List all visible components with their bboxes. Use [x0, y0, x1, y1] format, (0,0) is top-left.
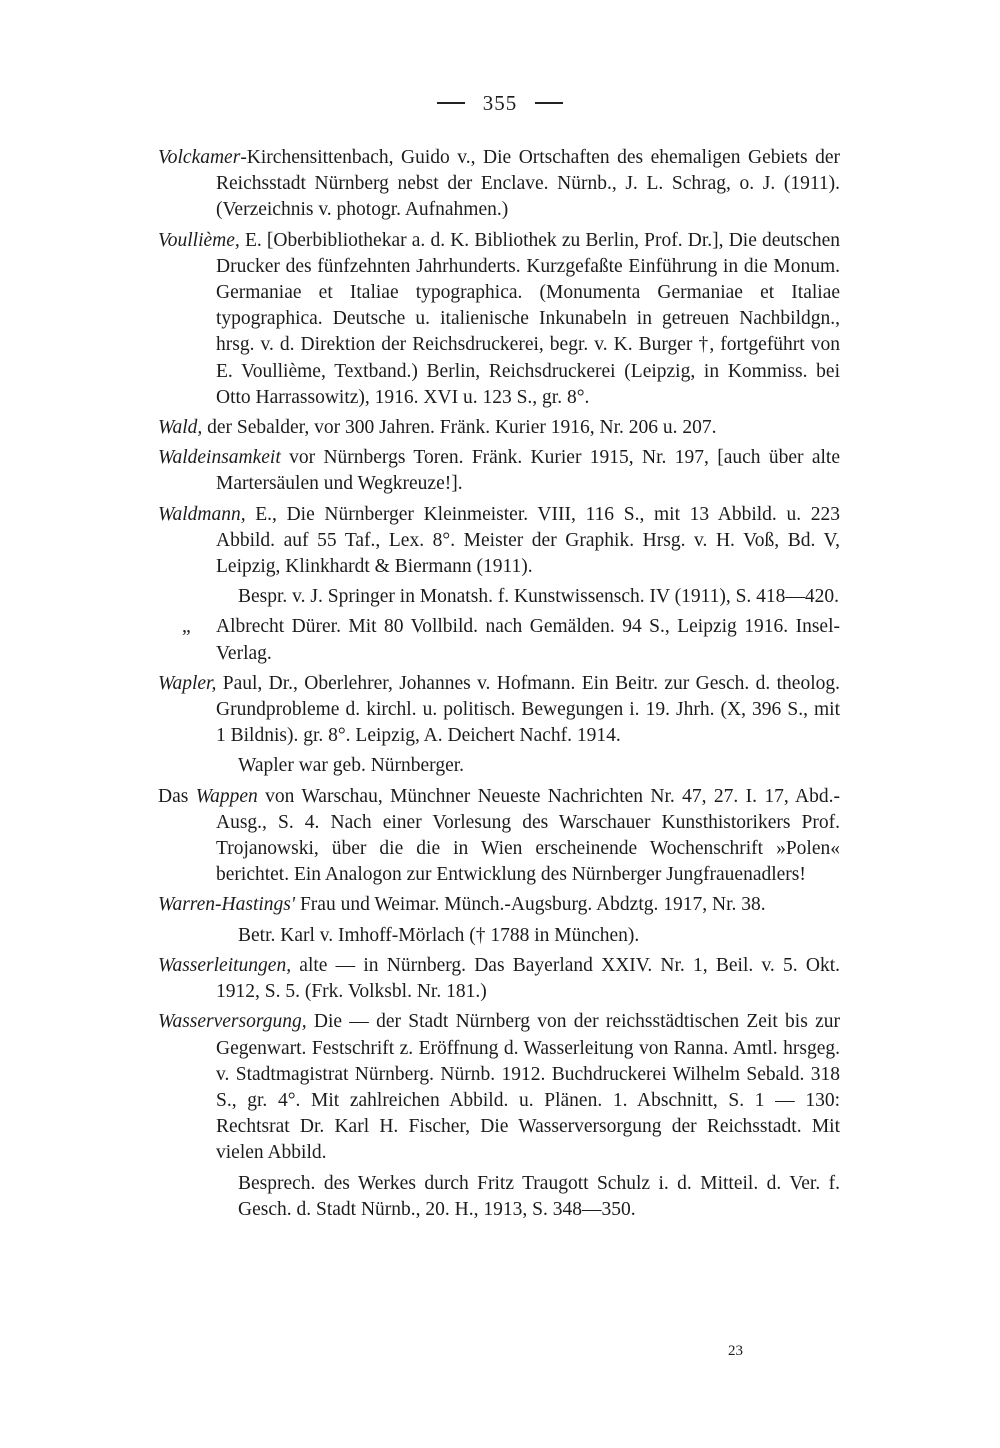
entry-text: der Sebalder, vor 300 Jahren. Fränk. Kurier 1916, Nr. 206 u. 207. — [202, 417, 717, 439]
page-header — [0, 88, 1000, 118]
entry-text: Albrecht Dürer. Mit 80 Vollbild. nach Gemälden. 94 S., Leipzig 1916. Insel-Verlag. — [216, 616, 840, 664]
entry-headword: Wasserleitungen, — [158, 954, 292, 976]
header-dash-left — [437, 102, 465, 104]
entry-note-waldmann: Bespr. v. J. Springer in Monatsh. f. Kunstwissensch. IV (1911), S. 418—420. — [238, 586, 840, 608]
entry-waldeinsamkeit — [158, 445, 840, 497]
entry-text: Paul, Dr., Oberlehrer, Johannes v. Hofmann. Ein Beitr. zur Gesch. d. theolog. Grundprobleme d. kirchl. u. politisch. Bewegungen i. 19. Jhrh. (X, 396 S., mit 1 Bildnis). gr. 8°. Leipzig, A. Deichert Nachf. 1914. — [216, 672, 840, 747]
entry-headword: Wasserversorgung, — [158, 1011, 307, 1033]
entry-headword: Waldeinsamkeit — [158, 447, 281, 469]
entry-wapler — [158, 671, 840, 750]
entry-text: alte — in Nürnberg. Das Bayerland XXIV. Nr. 1, Beil. v. 5. Okt. 1912, S. 5. (Frk. Volksbl. Nr. 181.) — [216, 954, 840, 1003]
entry-headword: Voullième, — [158, 229, 240, 251]
entry-text: Die — der Stadt Nürnberg von der reichsstädtischen Zeit bis zur Gegenwart. Festschrift z. Eröffnung d. Wasserleitung von Ranna. Amtl. hrsgeg. v. Stadtmagistrat Nürnberg. Nürnb. 1912. Buchdruckerei Wilhelm Sebald. 318 S., gr. 4°. Mit zahlreichen Abbild. u. Plänen. 1. Abschnitt, S. 1 — 130: Rechtsrat Dr. Karl H. Fischer, Die Wasserversorgung der Reichsstadt. Mit vielen Abbild. — [216, 1011, 840, 1164]
entry-note-warren-hastings: Betr. Karl v. Imhoff-Mörlach († 1788 in München). — [238, 924, 640, 946]
header-dash-right — [535, 102, 563, 104]
entry-headword: Wappen — [195, 785, 258, 807]
entry-text: E. [Oberbibliothekar a. d. K. Bibliothek zu Berlin, Prof. Dr.], Die deutschen Drucker des fünfzehnten Jahrhunderts. Kurzgefaßte Einführung in die Monum. Germaniae et Italiae typographica. (Monumenta Germaniae et Italiae typographica. Deutsche u. italienische Inkunabeln in getreuen Nachbildgn., hrsg. v. d. Direktion der Reichsdruckerei, begr. v. K. Burger †, fortgeführt von E. Voullième, Textband.) Berlin, Reichsdruckerei (Leipzig, in Kommiss. bei Otto Harrassowitz), 1916. XVI u. 123 S., gr. 8°. — [216, 229, 840, 408]
entry-volckamer — [158, 145, 840, 224]
entry-headword: Volckamer — [158, 147, 241, 168]
bibliography-column — [158, 145, 840, 1227]
entry-wappen — [158, 784, 840, 889]
entry-headword: Warren-Hastings' — [158, 894, 296, 916]
entry-headword: Wald, — [158, 417, 203, 439]
entry-wald — [158, 415, 840, 441]
entry-text: vor Nürnbergs Toren. Fränk. Kurier 1915, Nr. 197, [auch über alte Martersäulen und Wegkreuze!]. — [216, 447, 840, 495]
entry-wasserleitungen — [158, 953, 840, 1005]
entry-prefix: Das — [158, 785, 196, 807]
entry-note-wasserversorgung: Besprech. des Werkes durch Fritz Traugott Schulz i. d. Mitteil. d. Ver. f. Gesch. d. Stadt Nürnb., 20. H., 1913, S. 348—350. — [238, 1172, 840, 1220]
entry-note-wapler: Wapler war geb. Nürnberger. — [238, 755, 465, 777]
entry-headword: Waldmann, — [158, 503, 246, 525]
entry-text: -Kirchensittenbach, Guido v., Die Ortschaften des ehemaligen Gebiets der Reichsstadt Nürnberg nebst der Enclave. Nürnb., J. L. Schrag, o. J. (1911). (Verzeichnis v. photogr. Aufnahmen.) — [216, 147, 840, 221]
entry-warren-hastings — [158, 892, 840, 918]
entry-voullieme — [158, 228, 840, 411]
entry-text: E., Die Nürnberger Kleinmeister. VIII, 116 S., mit 13 Abbild. u. 223 Abbild. auf 55 Taf., Lex. 8°. Meister der Graphik. Hrsg. v. H. Voß, Bd. V, Leipzig, Klinkhardt & Biermann (1911). — [216, 503, 840, 578]
entry-headword: Wapler, — [158, 672, 217, 694]
entry-waldmann — [158, 502, 840, 581]
entry-text: Frau und Weimar. Münch.-Augsburg. Abdztg. 1917, Nr. 38. — [295, 894, 766, 916]
page-number: 355 — [482, 90, 518, 115]
entry-wasserversorgung — [158, 1009, 840, 1166]
printer-signature-mark: 23 — [728, 1343, 743, 1359]
entry-text: von Warschau, Münchner Neueste Nachrichten Nr. 47, 27. I. 17, Abd.-Ausg., S. 4. Nach einer Vorlesung des Warschauer Kunsthistorikers Prof. Trojanowski, über die die in Wien erscheinende Wochenschrift »Polen« berichtet. Ein Analogon zur Entwicklung des Nürnberger Jungfrauenadlers! — [216, 785, 841, 886]
entry-waldmann-durer — [158, 614, 840, 666]
ditto-mark: „ — [182, 616, 191, 638]
